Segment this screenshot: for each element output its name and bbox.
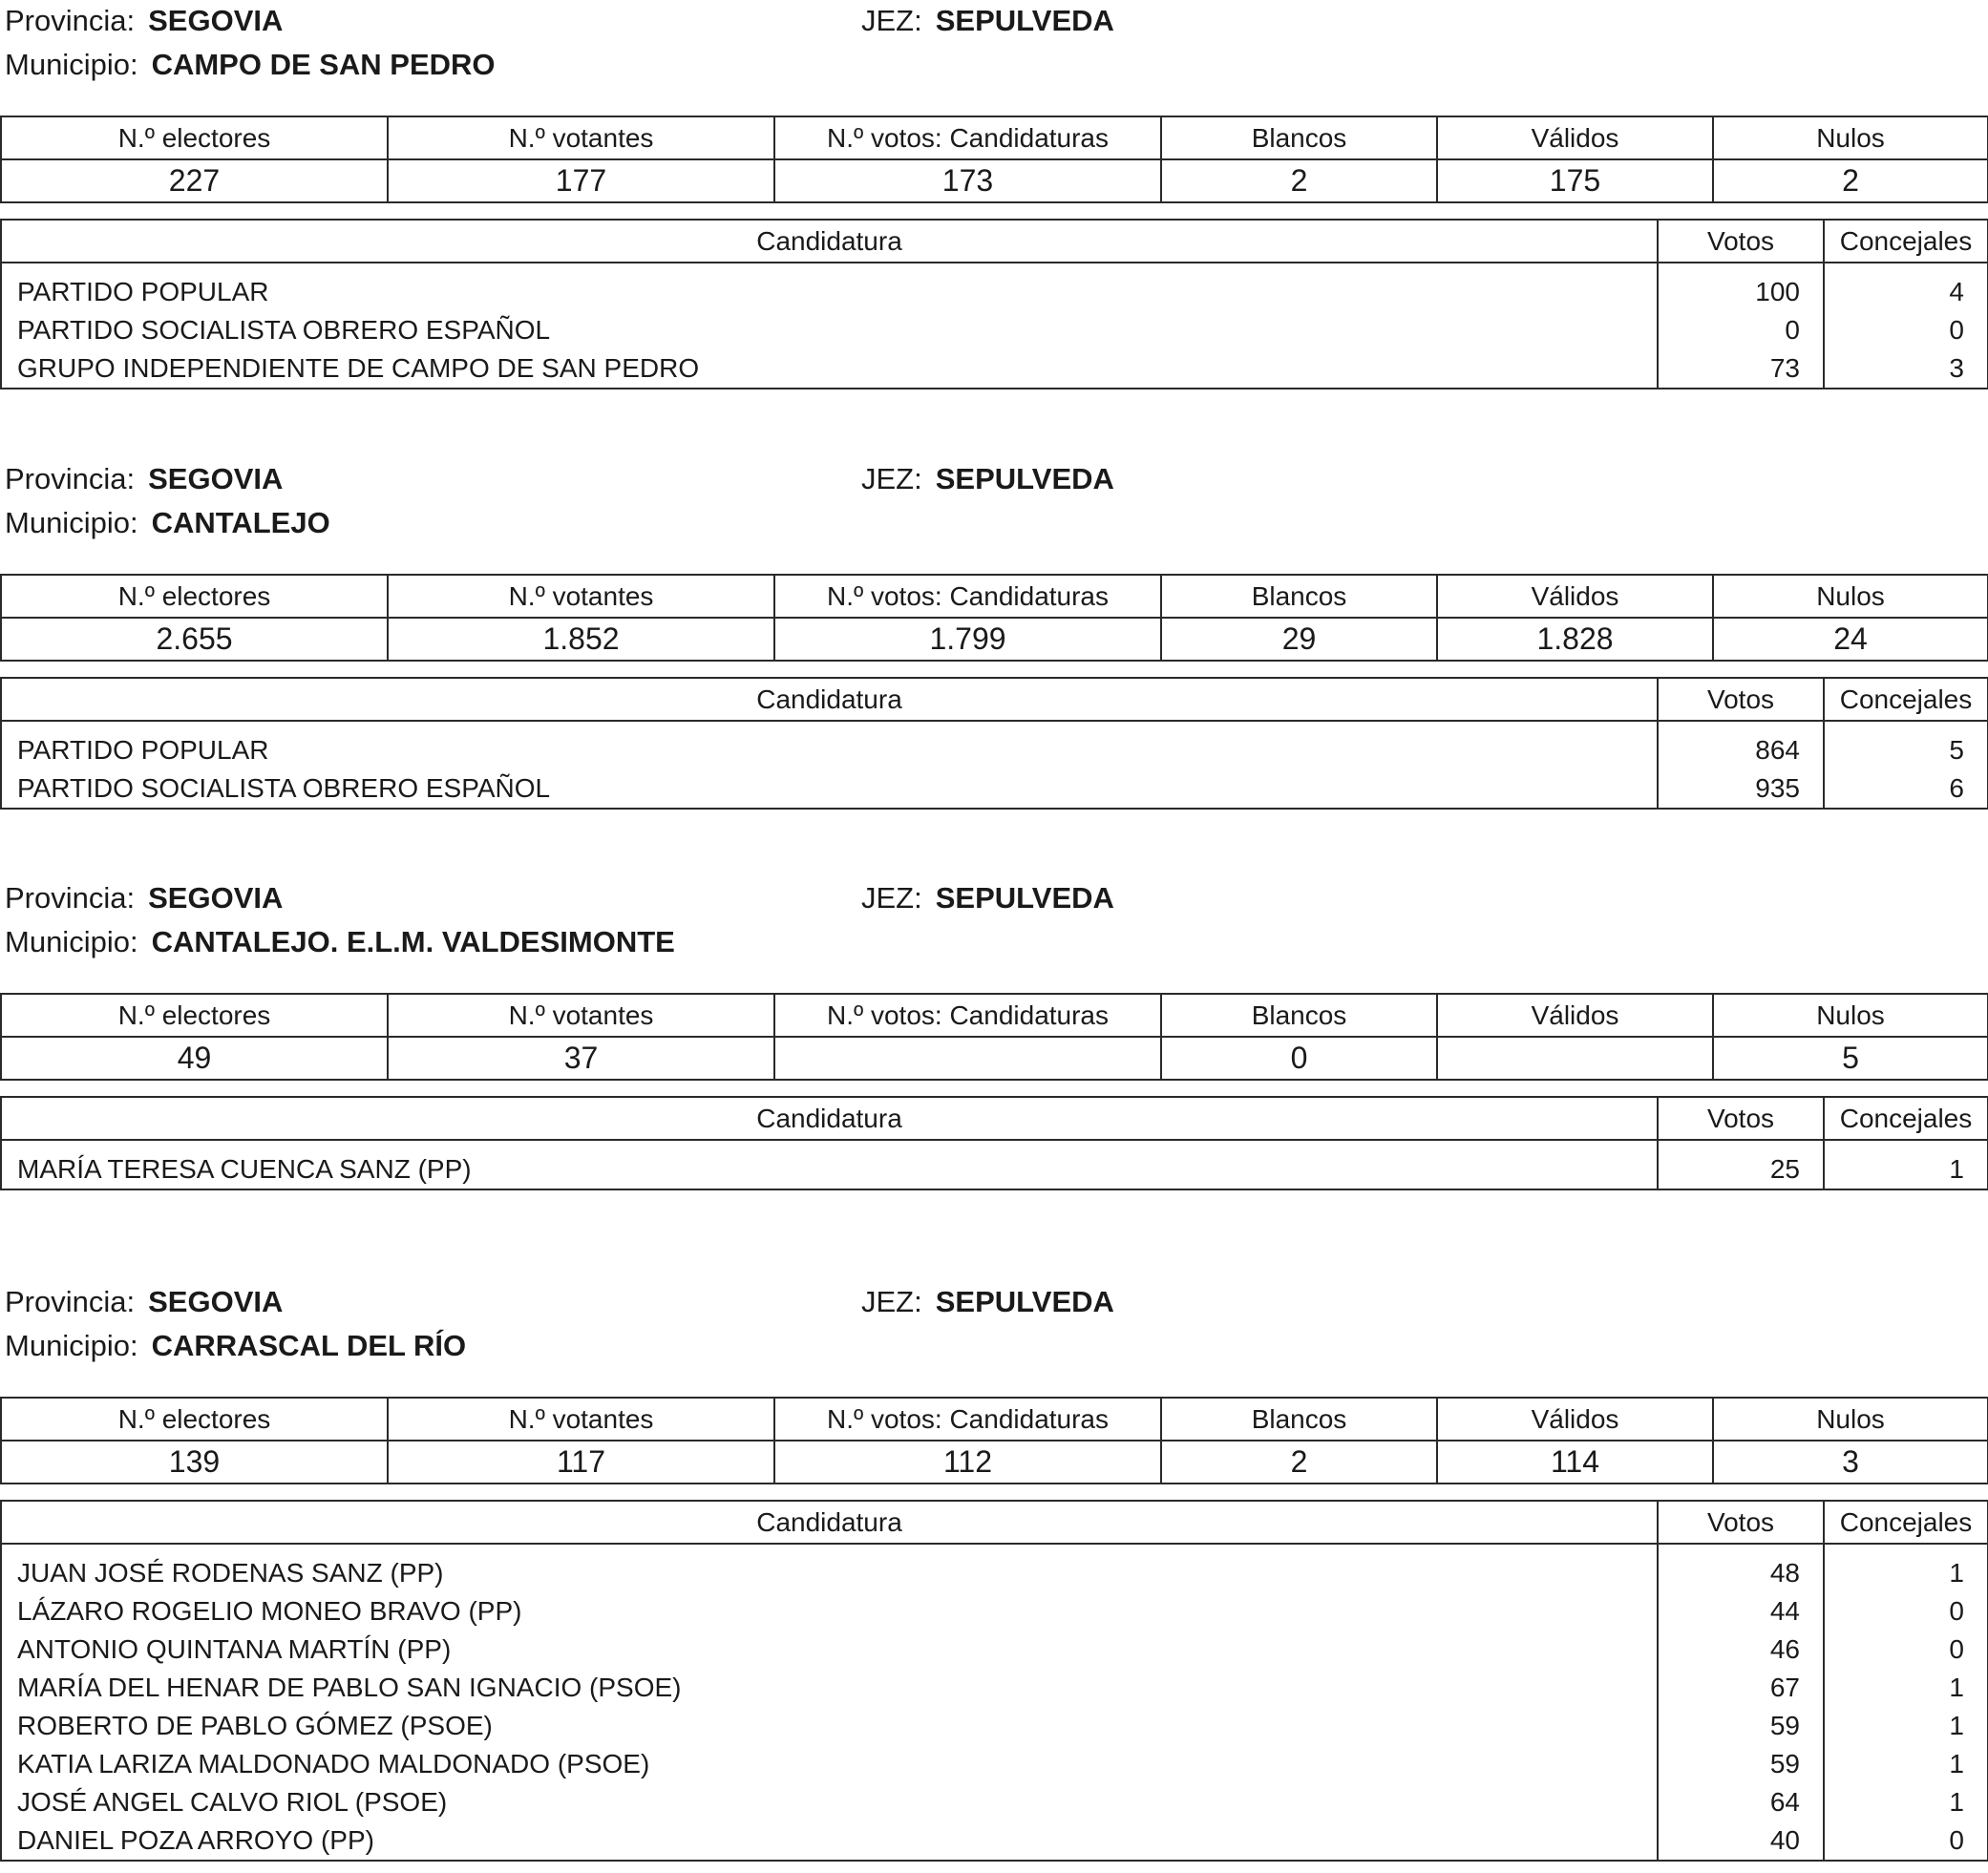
candidate-votos: 67 (1658, 1669, 1824, 1707)
jez-value: SEPULVEDA (935, 881, 1114, 915)
electores-header: N.º electores (1, 575, 388, 618)
electores-value: 139 (1, 1441, 388, 1484)
nulos-value: 24 (1713, 618, 1988, 661)
candidatura-header: Candidatura (1, 1501, 1658, 1544)
votantes-value: 177 (388, 159, 774, 202)
electores-value: 227 (1, 159, 388, 202)
provincia-line (5, 4, 283, 38)
votos-candidaturas-header: N.º votos: Candidaturas (774, 575, 1161, 618)
votos-header: Votos (1658, 220, 1824, 263)
candidate-votos: 48 (1658, 1544, 1824, 1592)
stats-value-row (1, 1441, 1988, 1484)
table-row (1, 1669, 1988, 1707)
table-row (1, 1821, 1988, 1861)
stats-header-row (1, 1398, 1988, 1441)
candidate-name: PARTIDO SOCIALISTA OBRERO ESPAÑOL (1, 311, 1658, 349)
candidate-votos: 64 (1658, 1783, 1824, 1821)
candidate-concejales: 0 (1824, 1631, 1988, 1669)
candidatura-header-row (1, 678, 1988, 721)
municipio-label: Municipio: (5, 48, 138, 81)
candidate-votos: 25 (1658, 1140, 1824, 1189)
candidate-votos: 46 (1658, 1631, 1824, 1669)
votos-header: Votos (1658, 678, 1824, 721)
concejales-header: Concejales (1824, 1501, 1988, 1544)
concejales-header: Concejales (1824, 678, 1988, 721)
nulos-value: 2 (1713, 159, 1988, 202)
candidate-concejales: 1 (1824, 1707, 1988, 1745)
candidatura-header-row (1, 220, 1988, 263)
nulos-header: Nulos (1713, 116, 1988, 159)
nulos-value: 3 (1713, 1441, 1988, 1484)
candidate-concejales: 1 (1824, 1669, 1988, 1707)
candidate-name: KATIA LARIZA MALDONADO MALDONADO (PSOE) (1, 1745, 1658, 1783)
municipio-label: Municipio: (5, 506, 138, 539)
stats-header-row (1, 116, 1988, 159)
stats-value-row (1, 159, 1988, 202)
candidate-concejales: 4 (1824, 263, 1988, 311)
votantes-value: 117 (388, 1441, 774, 1484)
blancos-value: 2 (1161, 1441, 1437, 1484)
table-row (1, 1544, 1988, 1592)
table-row (1, 263, 1988, 311)
candidate-name: DANIEL POZA ARROYO (PP) (1, 1821, 1658, 1861)
candidate-concejales: 6 (1824, 769, 1988, 809)
municipio-label: Municipio: (5, 1329, 138, 1362)
jez-line (861, 1285, 1114, 1319)
table-row (1, 1745, 1988, 1783)
electores-value: 2.655 (1, 618, 388, 661)
candidate-concejales: 5 (1824, 721, 1988, 769)
nulos-header: Nulos (1713, 994, 1988, 1037)
candidatura-table (0, 1500, 1988, 1862)
table-row (1, 1140, 1988, 1189)
blancos-header: Blancos (1161, 116, 1437, 159)
blancos-value: 2 (1161, 159, 1437, 202)
candidatura-table (0, 219, 1988, 389)
electores-header: N.º electores (1, 1398, 388, 1441)
validos-header: Válidos (1437, 994, 1713, 1037)
electores-header: N.º electores (1, 994, 388, 1037)
candidate-concejales: 1 (1824, 1544, 1988, 1592)
stats-header-row (1, 994, 1988, 1037)
votos-candidaturas-header: N.º votos: Candidaturas (774, 1398, 1161, 1441)
municipio-value: CANTALEJO. E.L.M. VALDESIMONTE (151, 925, 675, 958)
nulos-header: Nulos (1713, 1398, 1988, 1441)
votos-candidaturas-value: 173 (774, 159, 1161, 202)
candidate-name: MARÍA TERESA CUENCA SANZ (PP) (1, 1140, 1658, 1189)
jez-label: JEZ: (861, 1285, 922, 1318)
validos-value: 114 (1437, 1441, 1713, 1484)
candidate-votos: 935 (1658, 769, 1824, 809)
candidatura-header: Candidatura (1, 678, 1658, 721)
municipio-line (5, 506, 330, 540)
candidate-concejales: 0 (1824, 311, 1988, 349)
jez-value: SEPULVEDA (935, 4, 1114, 37)
provincia-value: SEGOVIA (148, 462, 284, 495)
jez-value: SEPULVEDA (935, 1285, 1114, 1318)
votos-candidaturas-header: N.º votos: Candidaturas (774, 116, 1161, 159)
provincia-line (5, 462, 283, 496)
candidatura-header: Candidatura (1, 220, 1658, 263)
candidate-votos: 73 (1658, 349, 1824, 389)
candidate-votos: 100 (1658, 263, 1824, 311)
jez-label: JEZ: (861, 462, 922, 495)
votantes-header: N.º votantes (388, 994, 774, 1037)
candidatura-table (0, 677, 1988, 810)
electores-value: 49 (1, 1037, 388, 1080)
table-row (1, 311, 1988, 349)
table-row (1, 1631, 1988, 1669)
table-row (1, 349, 1988, 389)
municipio-line (5, 925, 675, 959)
table-row (1, 1707, 1988, 1745)
stats-table (0, 1397, 1988, 1484)
candidate-name: LÁZARO ROGELIO MONEO BRAVO (PP) (1, 1592, 1658, 1631)
candidate-votos: 59 (1658, 1745, 1824, 1783)
candidate-name: GRUPO INDEPENDIENTE DE CAMPO DE SAN PEDRO (1, 349, 1658, 389)
votos-candidaturas-header: N.º votos: Candidaturas (774, 994, 1161, 1037)
candidate-concejales: 1 (1824, 1783, 1988, 1821)
candidate-votos: 0 (1658, 311, 1824, 349)
municipio-label: Municipio: (5, 925, 138, 958)
candidate-name: JOSÉ ANGEL CALVO RIOL (PSOE) (1, 1783, 1658, 1821)
candidate-name: ROBERTO DE PABLO GÓMEZ (PSOE) (1, 1707, 1658, 1745)
candidatura-header: Candidatura (1, 1097, 1658, 1140)
candidatura-table (0, 1096, 1988, 1190)
stats-table (0, 116, 1988, 203)
validos-value (1437, 1037, 1713, 1080)
jez-label: JEZ: (861, 4, 922, 37)
candidate-votos: 40 (1658, 1821, 1824, 1861)
stats-header-row (1, 575, 1988, 618)
votantes-value: 37 (388, 1037, 774, 1080)
votantes-header: N.º votantes (388, 1398, 774, 1441)
candidate-votos: 44 (1658, 1592, 1824, 1631)
provincia-label: Provincia: (5, 881, 136, 915)
table-row (1, 721, 1988, 769)
electores-header: N.º electores (1, 116, 388, 159)
validos-header: Válidos (1437, 575, 1713, 618)
candidatura-header-row (1, 1097, 1988, 1140)
votantes-header: N.º votantes (388, 575, 774, 618)
nulos-value: 5 (1713, 1037, 1988, 1080)
validos-header: Válidos (1437, 116, 1713, 159)
provincia-label: Provincia: (5, 4, 136, 37)
jez-line (861, 462, 1114, 496)
table-row (1, 769, 1988, 809)
provincia-label: Provincia: (5, 1285, 136, 1318)
validos-value: 175 (1437, 159, 1713, 202)
stats-table (0, 993, 1988, 1081)
municipio-value: CAMPO DE SAN PEDRO (151, 48, 496, 81)
provincia-line (5, 881, 283, 915)
votos-candidaturas-value: 112 (774, 1441, 1161, 1484)
municipio-line (5, 1329, 466, 1363)
candidate-votos: 59 (1658, 1707, 1824, 1745)
jez-line (861, 881, 1114, 915)
candidate-votos: 864 (1658, 721, 1824, 769)
validos-header: Válidos (1437, 1398, 1713, 1441)
provincia-label: Provincia: (5, 462, 136, 495)
stats-table (0, 574, 1988, 662)
provincia-value: SEGOVIA (148, 1285, 284, 1318)
candidate-concejales: 1 (1824, 1745, 1988, 1783)
stats-value-row (1, 618, 1988, 661)
municipio-value: CARRASCAL DEL RÍO (151, 1329, 467, 1362)
candidate-concejales: 0 (1824, 1821, 1988, 1861)
candidate-concejales: 1 (1824, 1140, 1988, 1189)
votantes-header: N.º votantes (388, 116, 774, 159)
blancos-value: 0 (1161, 1037, 1437, 1080)
jez-line (861, 4, 1114, 38)
candidate-name: MARÍA DEL HENAR DE PABLO SAN IGNACIO (PSOE) (1, 1669, 1658, 1707)
concejales-header: Concejales (1824, 220, 1988, 263)
votos-header: Votos (1658, 1501, 1824, 1544)
municipio-line (5, 48, 496, 82)
candidate-name: PARTIDO POPULAR (1, 721, 1658, 769)
candidate-name: ANTONIO QUINTANA MARTÍN (PP) (1, 1631, 1658, 1669)
jez-label: JEZ: (861, 881, 922, 915)
candidatura-header-row (1, 1501, 1988, 1544)
candidate-concejales: 3 (1824, 349, 1988, 389)
provincia-line (5, 1285, 283, 1319)
stats-value-row (1, 1037, 1988, 1080)
provincia-value: SEGOVIA (148, 881, 284, 915)
blancos-value: 29 (1161, 618, 1437, 661)
candidate-concejales: 0 (1824, 1592, 1988, 1631)
blancos-header: Blancos (1161, 994, 1437, 1037)
provincia-value: SEGOVIA (148, 4, 284, 37)
votos-header: Votos (1658, 1097, 1824, 1140)
blancos-header: Blancos (1161, 1398, 1437, 1441)
table-row (1, 1783, 1988, 1821)
table-row (1, 1592, 1988, 1631)
candidate-name: PARTIDO POPULAR (1, 263, 1658, 311)
candidate-name: PARTIDO SOCIALISTA OBRERO ESPAÑOL (1, 769, 1658, 809)
blancos-header: Blancos (1161, 575, 1437, 618)
nulos-header: Nulos (1713, 575, 1988, 618)
votantes-value: 1.852 (388, 618, 774, 661)
votos-candidaturas-value: 1.799 (774, 618, 1161, 661)
candidate-name: JUAN JOSÉ RODENAS SANZ (PP) (1, 1544, 1658, 1592)
municipio-value: CANTALEJO (151, 506, 330, 539)
concejales-header: Concejales (1824, 1097, 1988, 1140)
validos-value: 1.828 (1437, 618, 1713, 661)
jez-value: SEPULVEDA (935, 462, 1114, 495)
votos-candidaturas-value (774, 1037, 1161, 1080)
